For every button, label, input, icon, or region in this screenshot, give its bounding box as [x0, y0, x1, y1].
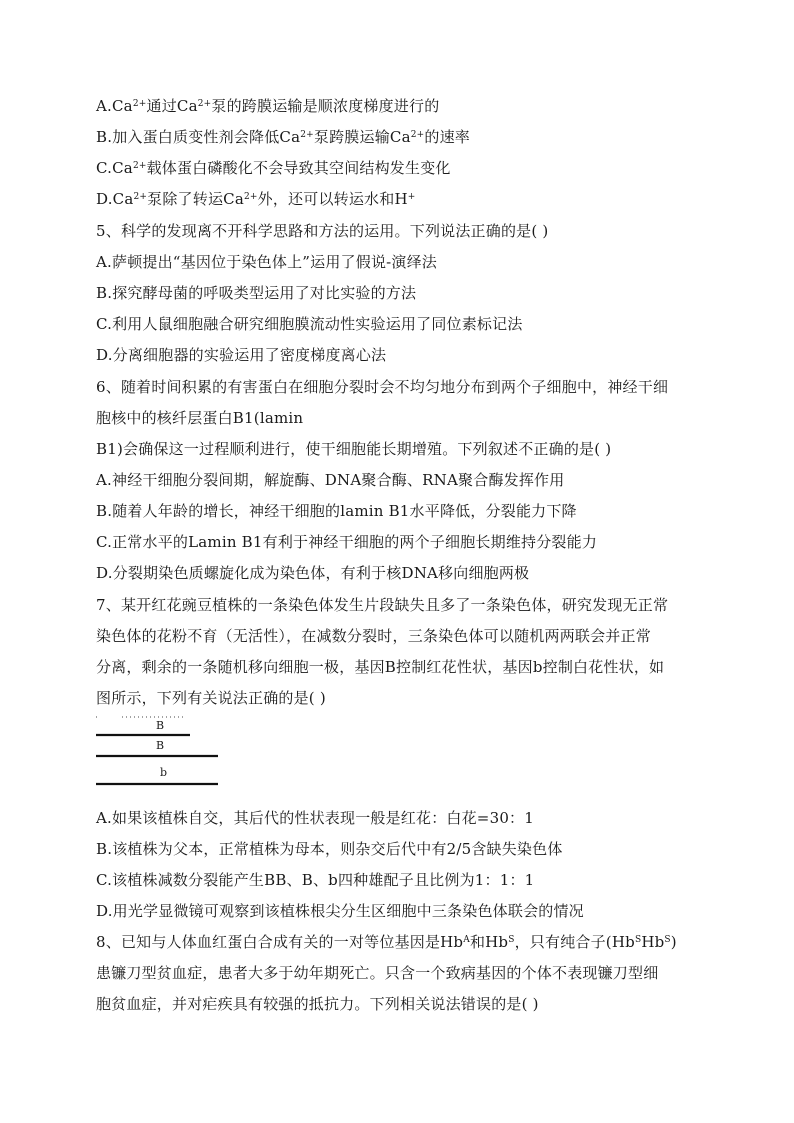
q6-stem-line3: B1)会确保这一过程顺利进行，使干细胞能长期增殖。下列叙述不正确的是( ) [96, 440, 612, 458]
chromosome-1-gene-label: B [156, 719, 165, 732]
q7-option-c: C.该植株减数分裂能产生BB、B、b四种雄配子且比例为1：1：1 [96, 871, 535, 889]
q6-option-d: D.分裂期染色质螺旋化成为染色体，有利于核DNA移向细胞两极 [96, 564, 530, 582]
q5-option-a: A.萨顿提出“基因位于染色体上”运用了假说-演绎法 [96, 253, 438, 271]
q6-option-c: C.正常水平的Lamin B1有利于神经干细胞的两个子细胞长期维持分裂能力 [96, 533, 598, 551]
q7-stem-line1: 7、某开红花豌豆植株的一条染色体发生片段缺失且多了一条染色体，研究发现无正常 [96, 596, 669, 614]
q8-stem-line3: 胞贫血症，并对疟疾具有较强的抵抗力。下列相关说法错误的是( ) [96, 995, 539, 1013]
q6-stem-line2: 胞核中的核纤层蛋白B1(lamin [96, 409, 304, 427]
q7-stem-line3: 分离，剩余的一条随机移向细胞一极，基因B控制红花性状，基因b控制白花性状，如 [96, 658, 665, 676]
q6-stem-line1: 6、随着时间积累的有害蛋白在细胞分裂时会不均匀地分布到两个子细胞中，神经干细 [96, 378, 669, 396]
chromosome-2-gene-label: B [156, 739, 165, 752]
chromosome-figure [94, 714, 234, 790]
q5-option-d: D.分离细胞器的实验运用了密度梯度离心法 [96, 346, 387, 364]
q6-option-a: A.神经干细胞分裂间期，解旋酶、DNA聚合酶、RNA聚合酶发挥作用 [96, 471, 565, 489]
q4-option-d: $D.Ca^{2+}$泵除了转运$Ca^{2+}$外，还可以转运水和H+ [96, 190, 416, 208]
q7-option-a: A.如果该植株自交，其后代的性状表现一般是红花：白花=30：1 [96, 809, 535, 827]
q4-option-b: B.加入蛋白质变性剂会降低$Ca^{2+}$泵跨膜运输$Ca^{2+}$的速率 [96, 128, 470, 146]
q5-stem: 5、科学的发现离不开科学思路和方法的运用。下列说法正确的是( ) [96, 222, 549, 240]
q6-option-b: B.随着人年龄的增长，神经干细胞的lamin B1水平降低，分裂能力下降 [96, 502, 577, 520]
q8-stem-line1: 8、已知与人体血红蛋白合成有关的一对等位基因是$Hb^A$和$Hb^S$，只有纯合子$(Hb^SHb^S)$ [96, 933, 677, 951]
q7-stem-line4: 图所示，下列有关说法正确的是( ) [96, 689, 326, 707]
q4-option-c: $C.Ca^{2+}$载体蛋白磷酸化不会导致其空间结构发生变化 [96, 159, 451, 177]
q7-option-b: B.该植株为父本，正常植株为母本，则杂交后代中有2/5含缺失染色体 [96, 840, 563, 858]
q8-stem-line2: 患镰刀型贫血症，患者大多于幼年期死亡。只含一个致病基因的个体不表现镰刀型细 [96, 964, 659, 982]
q7-stem-line2: 染色体的花粉不育（无活性），在减数分裂时，三条染色体可以随机两两联会并正常 [96, 627, 651, 645]
q5-option-c: C.利用人鼠细胞融合研究细胞膜流动性实验运用了同位素标记法 [96, 315, 523, 333]
chromosome-3-gene-label: b [160, 766, 168, 779]
q7-option-d: D.用光学显微镜可观察到该植株根尖分生区细胞中三条染色体联会的情况 [96, 902, 584, 920]
q5-option-b: B.探究酵母菌的呼吸类型运用了对比实验的方法 [96, 284, 417, 302]
q4-option-a: $A.Ca^{2+}$通过$Ca^{2+}$泵的跨膜运输是顺浓度梯度进行的 [96, 97, 440, 115]
